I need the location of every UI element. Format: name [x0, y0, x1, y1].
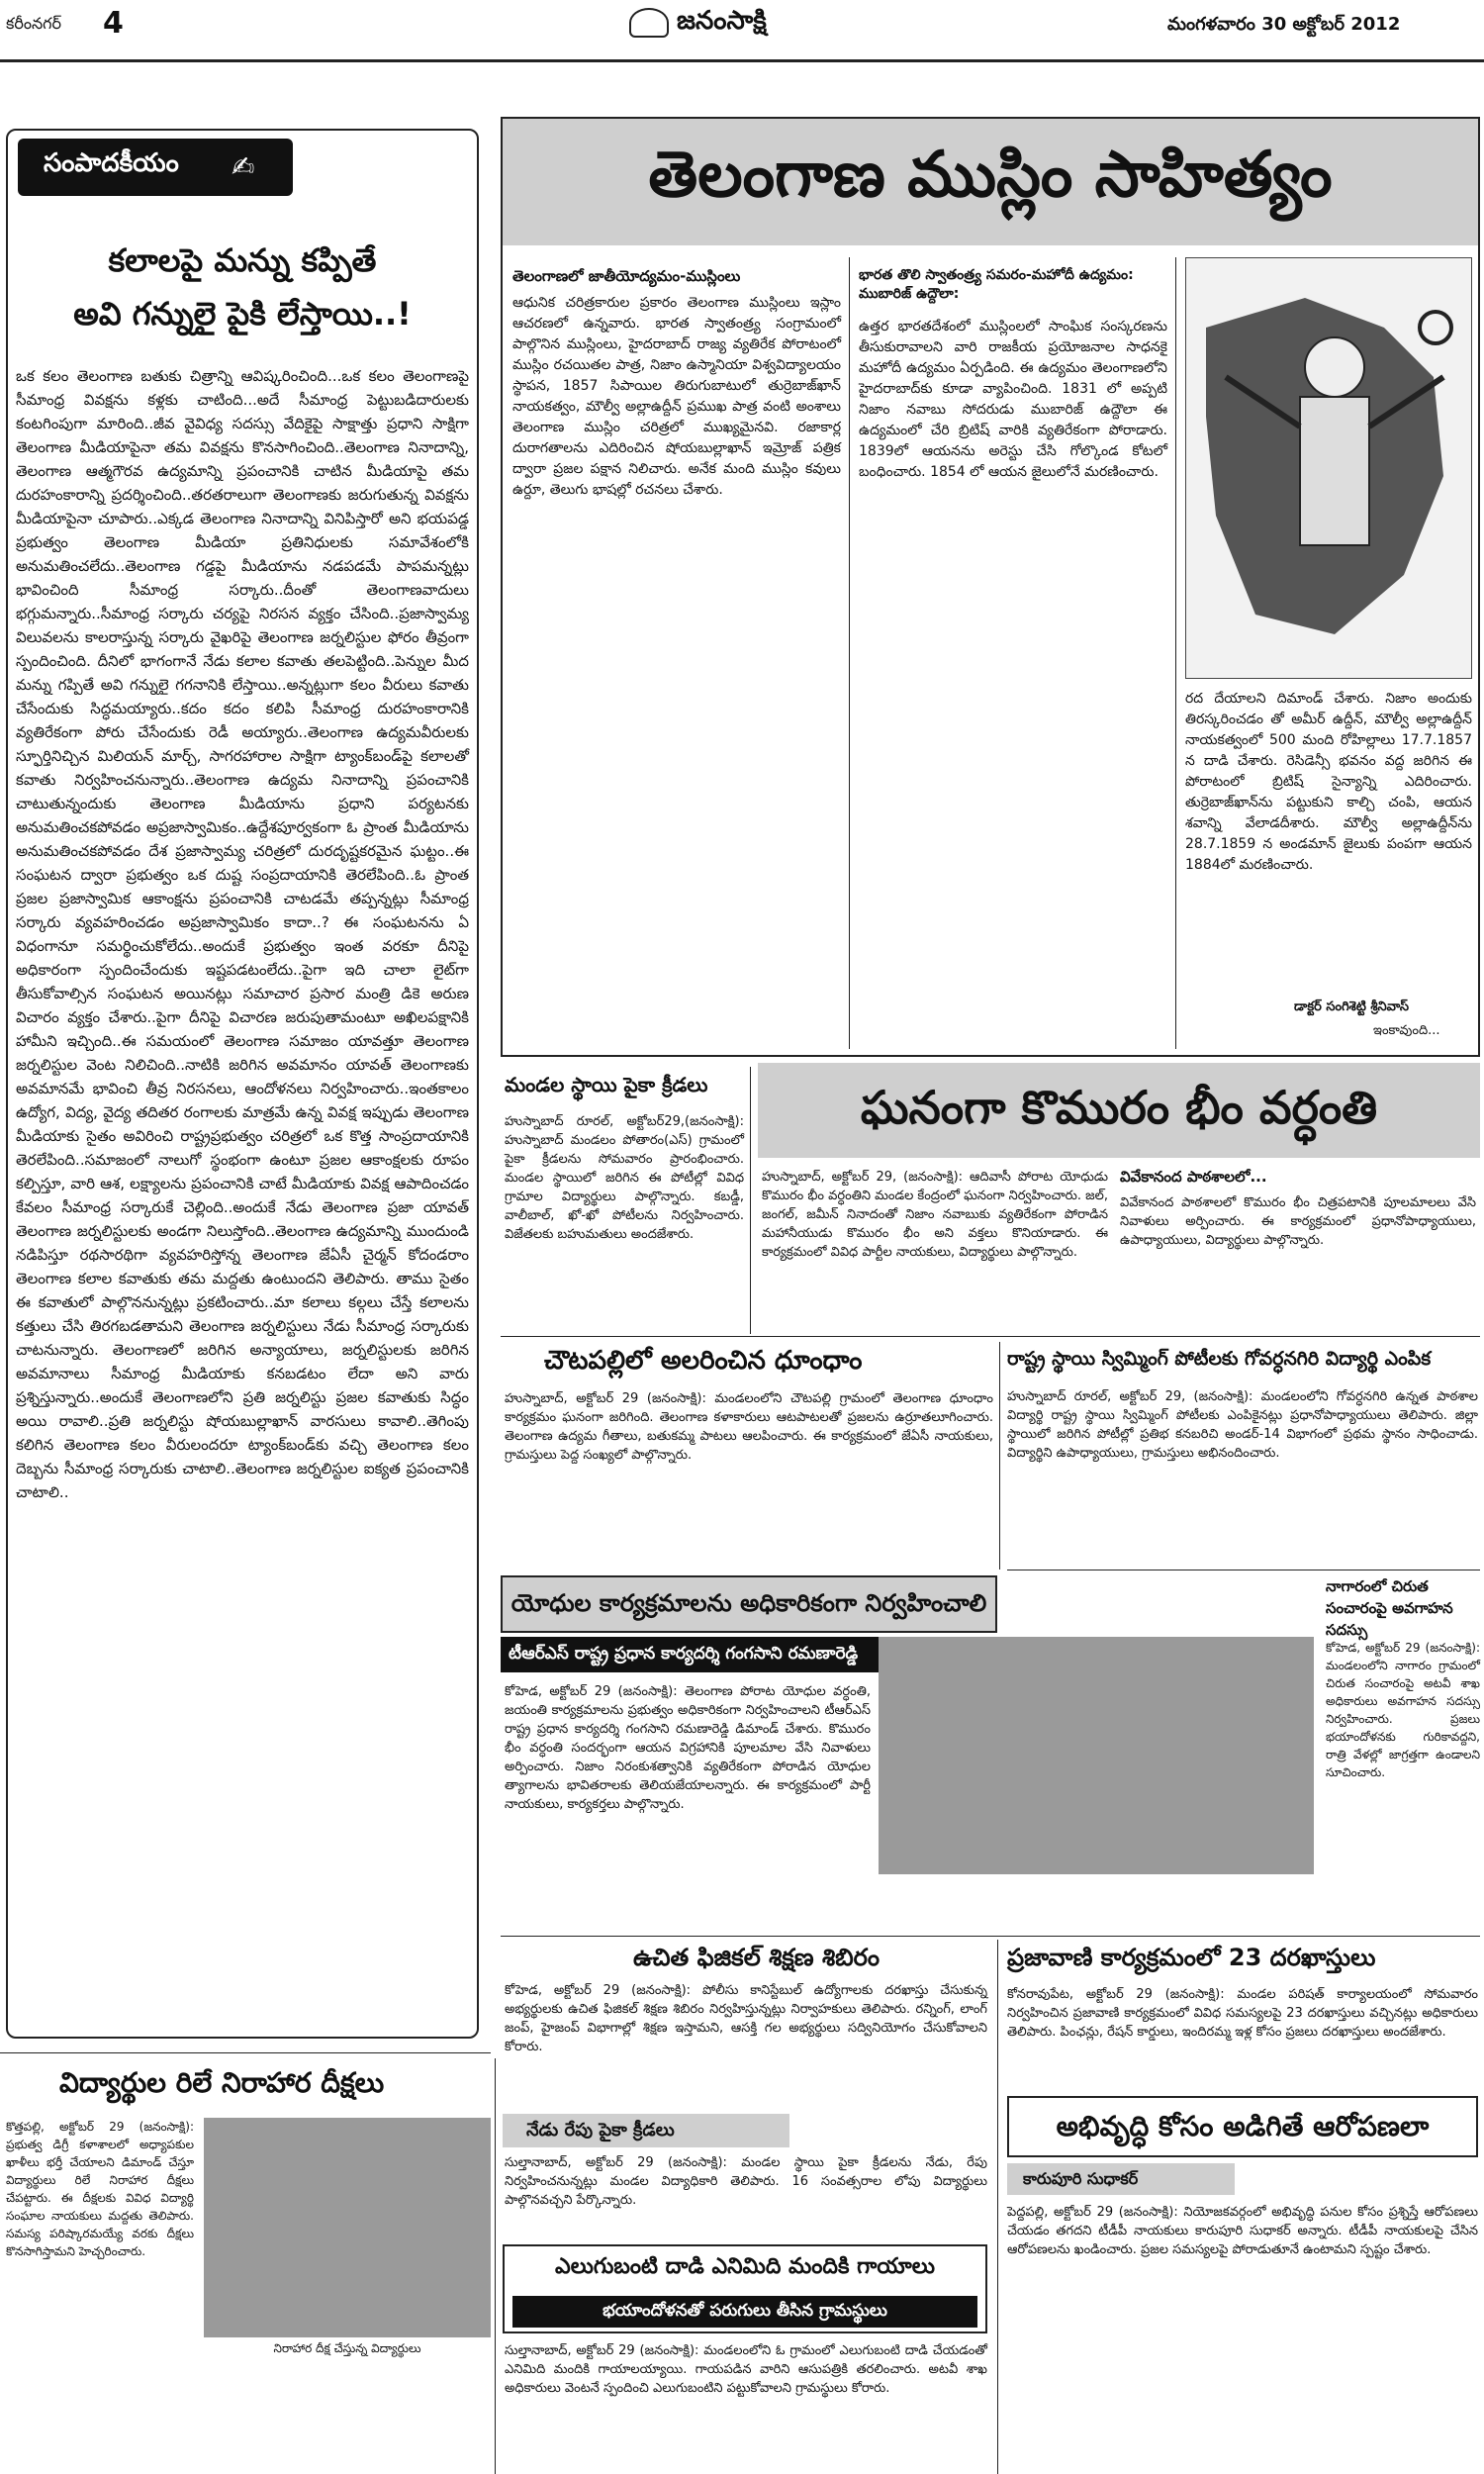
physical-headline: ఉచిత ఫిజికల్ శిక్షణ శిబిరం	[633, 1944, 881, 1971]
awareness-body: కోహెడ, అక్టోబర్ 29 (జనంసాక్షి): మండలంలోని నాగారం గ్రామంలో చిరుత సంచారంపై అటవీ శాఖ అధికారులు అవగాహన సదస్సు నిర్వహించారు. ప్రజలు భయాందోళనకు గురికావద్దని, రాత్రి వేళల్లో జాగ్రత్తగా ఉండాలని సూచించారు.	[1326, 1641, 1484, 1779]
masthead	[0, 0, 1484, 61]
divider-physical	[501, 1936, 1480, 1937]
hunger-body: కొత్తపల్లి, అక్టోబర్ 29 (జనంసాక్షి): ప్రభుత్వ డిగ్రీ కళాశాలలో అధ్యాపకుల ఖాళీలు భర్తీ చేయాలని డిమాండ్ చేస్తూ విద్యార్థులు రిలే నిరాహార దీక్షలు చేపట్టారు. ఈ దీక్షలకు వివిధ విద్యార్థి సంఘాల నాయకులు మద్దతు తెలిపారు. సమస్య పరిష్కారమయ్యే వరకు దీక్షలు కొనసాగిస్తామని హెచ్చరించారు.	[6, 2120, 198, 2258]
feature-col3-body: రద దేయాలని దిమాండ్ చేశారు. నిజాం అందుకు తిరస్కరించడం తో అమీర్ ఉద్దీన్, మౌల్వీ అల్లాఉద్దీన్ నాయకత్వంలో 500 మంది రోహిల్లాలు 17.7.1857 న దాడి చేశారు. రెసిడెన్సీ భవనం వద్ద జరిగిన ఈ పోరాటంలో బ్రిటిష్ సైన్యాన్ని ఎదిరించారు. తుర్రెబాజ్‌ఖాన్‌ను పట్టుకుని కాల్చి చంపి, ఆయన శవాన్ని వేలాడదీశారు. మౌల్వీ అల్లాఉద్దీన్‌ను 28.7.1859 న అండమాన్ జైలుకు పంపగా ఆయన 1884లో మరణించారు.	[1185, 691, 1477, 873]
mandal-sports-body: హుస్నాబాద్ రూరల్, అక్టోబర్29,(జనంసాక్షి): హుస్నాబాద్ మండలం పోతారం(ఎస్) గ్రామంలో పైకా క్రీడలను సోమవారం ప్రారంభించారు. మండల స్థాయిలో జరిగిన ఈ పోటీల్లో వివిధ గ్రామాల విద్యార్థులు పాల్గొన్నారు. కబడ్డీ, వాలీబాల్, ఖో-ఖో పోటీలను నిర్వహించారు. విజేతలకు బహుమతులు అందజేశారు.	[505, 1114, 749, 1242]
bear-headline-box	[503, 2244, 987, 2333]
swimming-headline: రాష్ట్ర స్థాయి స్విమ్మింగ్ పోటీలకు గోవర్ధనగిరి విద్యార్థి ఎంపిక	[1007, 1348, 1432, 1370]
feature-illustration	[1185, 257, 1472, 679]
development-byline-band	[1007, 2163, 1235, 2195]
feature-author-note: ఇంకావుంది...	[1373, 1023, 1440, 1038]
dhoom-body: హుస్నాబాద్, అక్టోబర్ 29 (జనంసాక్షి): మండలంలోని చౌటపల్లి గ్రామంలో తెలంగాణ ధూంధాం కార్యక్రమం ఘనంగా జరిగింది. తెలంగాణ కళాకారులు ఆటపాటలతో ప్రజలను ఉర్రూతలూగించారు. తెలంగాణ ఉద్యమ గీతాలు, బతుకమ్మ పాటలు ఆలపించారు. ఈ కార్యక్రమంలో జేఏసీ నాయకులు, గ్రామస్తులు పెద్ద సంఖ్యలో పాల్గొన్నారు.	[505, 1391, 998, 1463]
prajavani-body: కోనరావుపేట, అక్టోబర్ 29 (జనంసాక్షి): మండల పరిషత్ కార్యాలయంలో సోమవారం నిర్వహించిన ప్రజావాణి కార్యక్రమంలో వివిధ సమస్యలపై 23 దరఖాస్తులు వచ్చినట్లు అధికారులు తెలిపారు. పింఛన్లు, రేషన్ కార్డులు, ఇందిరమ్మ ఇళ్ల కోసం ప్రజలు దరఖాస్తులు అందజేశారు.	[1007, 1987, 1483, 2040]
divider-dhoom	[999, 1342, 1000, 1570]
feature-title: తెలంగాణ ముస్లిం సాహిత్యం	[648, 139, 1333, 212]
newspaper-logo-icon	[629, 8, 669, 38]
sports-tomorrow-headline: నేడు రేపు పైకా క్రీడలు	[526, 2120, 675, 2141]
editorial-headline-line1: కలాలపై మన్ను కప్పితే	[108, 241, 377, 279]
bear-headline: ఎలుగుబంటి దాడి ఎనిమిది మందికి గాయాలు	[555, 2254, 935, 2279]
hunger-headline: విద్యార్థుల రిలే నిరాహార దీక్షలు	[59, 2066, 385, 2099]
page-number: 4	[103, 6, 124, 41]
feature-divider-1	[849, 257, 850, 1049]
pen-icon: ✍	[232, 150, 255, 183]
sports-tomorrow-body: సుల్తానాబాద్, అక్టోబర్ 29 (జనంసాక్షి): మండల స్థాయి పైకా క్రీడలను నేడు, రేపు నిర్వహించనున్నట్లు మండల విద్యాధికారి తెలిపారు. 16 సంవత్సరాల లోపు విద్యార్థులు పాల్గొనవచ్చని పేర్కొన్నారు.	[505, 2155, 992, 2208]
yodhula-headline: యోధుల కార్యక్రమాలను అధికారికంగా నిర్వహించాలి	[510, 1589, 987, 1617]
feature-box	[501, 117, 1480, 1057]
editorial-box	[6, 129, 479, 2039]
masthead-divider	[0, 59, 1484, 62]
development-headline-box	[1007, 2096, 1478, 2157]
development-headline: అభివృద్ధి కోసం అడిగితే ఆరోపణలా	[1056, 2110, 1430, 2142]
physical-body: కోహెడ, అక్టోబర్ 29 (జనంసాక్షి): పోలీసు కానిస్టేబుల్ ఉద్యోగాలకు దరఖాస్తు చేసుకున్న అభ్యర్థులకు ఉచిత ఫిజికల్ శిక్షణ శిబిరం నిర్వహిస్తున్నట్లు నిర్వాహకులు తెలిపారు. రన్నింగ్, లాంగ్ జంప్, హైజంప్ విభాగాల్లో శిక్షణ ఇస్తామని, ఆసక్తి గల అభ్యర్థులు సద్వినియోగం చేసుకోవాలని కోరారు.	[505, 1983, 992, 2054]
yodhula-body: కోహెడ, అక్టోబర్ 29 (జనంసాక్షి): తెలంగాణ పోరాట యోధుల వర్ధంతి, జయంతి కార్యక్రమాలను ప్రభుత్వం అధికారికంగా నిర్వహించాలని టీఆర్ఎస్ రాష్ట్ర ప్రధాన కార్యదర్శి గంగసాని రమణారెడ్డి డిమాండ్ చేశారు. కొమురం భీం వర్ధంతి సందర్భంగా ఆయన విగ్రహానికి పూలమాల వేసి నివాళులు అర్పించారు. నిజాం నిరంకుశత్వానికి వ్యతిరేకంగా పోరాడిన యోధుల త్యాగాలను భావితరాలకు తెలియజేయాలన్నారు. ఈ కార్యక్రమంలో పార్టీ నాయకులు, కార్యకర్తలు పాల్గొన్నారు.	[505, 1684, 876, 1812]
mandal-sports-headline: మండల స్థాయి పైకా క్రీడలు	[505, 1073, 708, 1096]
editorial-label-box	[18, 139, 293, 196]
prajavani-headline: ప్రజావాణి కార్యక్రమంలో 23 దరఖాస్తులు	[1007, 1944, 1376, 1971]
divider-prajavani	[997, 1940, 998, 2474]
development-body: పెద్దపల్లి, అక్టోబర్ 29 (జనంసాక్షి): నియోజకవర్గంలో అభివృద్ధి పనుల కోసం ప్రశ్నిస్తే ఆరోపణలు చేయడం తగదని టీడీపీ నాయకులు కారుపూరి సుధాకర్ అన్నారు. టీడీపీ నాయకులపై చేసిన ఆరోపణలను ఖండించారు. ప్రజల సమస్యలపై పోరాడుతూనే ఉంటామని స్పష్టం చేశారు.	[1007, 2205, 1483, 2257]
feature-col2-heading: భారత తొలి స్వాతంత్ర్య సమరం-మహోదీ ఉద్యమం: ముబారిజ్ ఉద్దౌలా:	[859, 267, 1134, 302]
feature-col1-heading: తెలంగాణలో జాతీయోద్యమం-ముస్లింలు	[512, 267, 741, 285]
divider-hunger	[0, 2052, 491, 2053]
development-byline: కారుపూరి సుధాకర్	[1023, 2169, 1139, 2188]
divider-komuram	[501, 1336, 1480, 1337]
sports-tomorrow-band	[503, 2114, 789, 2147]
swimming-body: హుస్నాబాద్ రూరల్, అక్టోబర్ 29, (జనంసాక్షి): మండలంలోని గోవర్ధనగిరి ఉన్నత పాఠశాల విద్యార్థి రాష్ట్ర స్థాయి స్విమ్మింగ్ పోటీలకు ఎంపికైనట్లు ప్రధానోపాధ్యాయులు తెలిపారు. జిల్లా స్థాయిలో జరిగిన పోటీల్లో ప్రతిభ కనబరిచి అండర్-14 విభాగంలో ప్రథమ స్థానం సాధించాడు. విద్యార్థిని ఉపాధ్యాయులు, గ్రామస్తులు అభినందించారు.	[1007, 1389, 1483, 1461]
hunger-photo-caption: నిరాహార దీక్ష చేస్తున్న విద్యార్థులు	[273, 2341, 421, 2355]
masthead-left-label: కరీంనగర్	[6, 14, 62, 33]
masthead-date: మంగళవారం 30 అక్టోబర్ 2012	[1167, 14, 1401, 35]
komuram-body: హుస్నాబాద్, అక్టోబర్ 29, (జనంసాక్షి): ఆదివాసీ పోరాట యోధుడు కొమురం భీం వర్ధంతిని మండల కేంద్రంలో ఘనంగా నిర్వహించారు. జల్, జంగల్, జమీన్ నినాదంతో నిజాం నవాబుకు వ్యతిరేకంగా పోరాడిన మహానీయుడు కొమురం భీం అని వక్తలు కొనియాడారు. ఈ కార్యక్రమంలో వివిధ పార్టీల నాయకులు, విద్యార్థులు పాల్గొన్నారు.	[762, 1170, 1113, 1260]
bear-sub-band	[512, 2296, 977, 2328]
feature-col1-body: ఆధునిక చరిత్రకారుల ప్రకారం తెలంగాణ ముస్లింలు ఇస్లాం ఆచరణలో ఉన్నవారు. భారత స్వాతంత్ర్య సంగ్రామంలో పాల్గొనిన ముస్లింలు, హైదరాబాద్ రాజ్య వ్యతిరేక పోరాటంలో ముస్లిం రచయితల పాత్ర, నిజాం ఉస్మానియా విశ్వవిద్యాలయం స్థాపన, 1857 సిపాయిల తిరుగుబాటులో తుర్రెబాజ్‌ఖాన్ నాయకత్వం, మౌల్వీ అల్లాఉద్దీన్ ప్రముఖ పాత్ర వంటి అంశాలు తెలంగాణ ముస్లిం చరిత్రలో ముఖ్యమైనవి. రజాకార్ల దురాగతాలను ఎదిరించిన షోయబుల్లాఖాన్ ఇమ్రోజ్ పత్రిక ద్వారా ప్రజల పక్షాన నిలిచారు. అనేక మంది ముస్లిం కవులు ఉర్దూ, తెలుగు భాషల్లో రచనలు చేశారు.	[512, 295, 846, 498]
hunger-strike-photo	[204, 2118, 491, 2337]
yodhula-subheadline: టీఆర్ఎస్ రాష్ట్ర ప్రధాన కార్యదర్శి గంగసాని రమణారెడ్డి	[509, 1644, 859, 1664]
yodhula-photo	[879, 1637, 1314, 1874]
divider-mandal-sports	[750, 1067, 751, 1334]
feature-title-band	[503, 119, 1478, 245]
vivekananda-heading: వివేకానంద పాఠశాలలో...	[1120, 1168, 1267, 1186]
newspaper-title: జనంసాక్షి	[677, 6, 767, 36]
yodhula-headline-band	[501, 1575, 997, 1633]
vivekananda-body: వివేకానంద పాఠశాలలో కొమురం భీం చిత్రపటానికి పూలమాలలు వేసి నివాళులు అర్పించారు. ఈ కార్యక్రమంలో ప్రధానోపాధ్యాయులు, ఉపాధ్యాయులు, విద్యార్థులు పాల్గొన్నారు.	[1120, 1195, 1481, 1248]
divider-left-column	[495, 2058, 496, 2474]
feature-author: డాక్టర్ సంగిశెట్టి శ్రీనివాస్	[1294, 999, 1410, 1014]
dhoom-headline: చౌటపల్లిలో అలరించిన ధూంధాం	[544, 1346, 863, 1376]
komuram-headline-band	[758, 1063, 1480, 1158]
feature-divider-2	[1175, 257, 1176, 1049]
komuram-headline: ఘనంగా కొమురం భీం వర్ధంతి	[860, 1081, 1378, 1134]
editorial-body: ఒక కలం తెలంగాణ బతుకు చిత్రాన్ని ఆవిష్కరించింది...ఒక కలం తెలంగాణపై సీమాంధ్ర వివక్షను కళ్లకు చాటింది...అదే సీమాంధ్ర పెట్టుబడిదారులకు కంటగింపుగా మారింది..జీవ వైవిధ్య సదస్సు వేదికైపై సాక్షాత్తు ప్రధాని సాక్షిగా తెలంగాణ మీడియాపైనా తమ వివక్షను కొనసాగించింది..తెలంగాణ నినాదాన్ని, తెలంగాణ ఆత్మగౌరవ ఉద్యమాన్ని ప్రపంచానికి చాటిన మీడియాపై తమ దురహంకారాన్ని ప్రదర్శించింది..తరతరాలుగా తెలంగాణకు జరుగుతున్న వివక్షను మీడియాపైనా చూపారు..ఎక్కడ తెలంగాణ నినాదాన్ని వినిపిస్తారో అని భయపడ్డ ప్రభుత్వం తెలంగాణ మీడియా ప్రతినిధులకు సమావేశంలోకి అనుమతించలేదు..తెలంగాణ గడ్డపై మీడియాను నడపడమే పాపమన్నట్లు భావించింది సీమాంధ్ర సర్కారు..దీంతో తెలంగాణవాదులు భగ్గుమన్నారు..సీమాంధ్ర సర్కారు చర్యపై నిరసన వ్యక్తం చేసింది..ప్రజాస్వామ్య విలువలను కాలరాస్తున్న సర్కారు వైఖరిపై తెలంగాణ జర్నలిస్టుల ఫోరం తీవ్రంగా స్పందించింది. దీనిలో భాగంగానే నేడు కలాల కవాతు తలపెట్టింది..పెన్నుల మీద మన్ను గప్పితే అవి గన్నులై గగనానికి లేస్తాయి..అన్నట్లుగా కలం వీరులు కవాతు చేసేందుకు సిద్ధమయ్యారు..కదం కదం కలిపి సీమాంధ్ర దురహంకారానికి వ్యతిరేకంగా పోరు చేసేందుకు రెడీ అయ్యారు..తెలంగాణ ఉద్యమవీరులకు స్ఫూర్తినిచ్చిన మిలియన్ మార్చ్, సాగరహారాల సాక్షిగా ట్యాంక్‌బండ్‌పై కలాలతో కవాతు నిర్వహించనున్నారు..తెలంగాణ ఉద్యమ నినాదాన్ని ప్రపంచానికి చాటుతున్నందుకు తెలంగాణ మీడియాను ప్రధాని పర్యటనకు అనుమతించకపోవడం అప్రజాస్వామికం..ఉద్దేశపూర్వకంగా ఓ ప్రాంత మీడియాను అనుమతించకపోవడం దేశ ప్రజాస్వామ్య చరిత్రలో దురదృష్టకరమైన ఘట్టం..ఈ సంఘటన ద్వారా ప్రభుత్వం ఒక దుష్ట సంప్రదాయానికి తెరలేపింది..ఓ ప్రాంత ప్రజల ప్రజాస్వామిక ఆకాంక్షను ప్రపంచానికి చాటడమే తప్పన్నట్లు సీమాంధ్ర సర్కారు వ్యవహరించడం అప్రజాస్వామికం కాదా..? ఈ సంఘటనను ఏ విధంగానూ సమర్థించుకోలేదు..అందుకే ప్రభుత్వం ఇంత వరకూ దీనిపై అధికారంగా స్పందించేందుకు ఇష్టపడటంలేదు..పైగా ఇది చాలా లైట్‌గా తీసుకోవాల్సిన సంఘటన అయినట్లు సమాచార ప్రసార మంత్రి డికె అరుణ విచారం వ్యక్తం చేశారు..పైగా దీనిపై విచారణ జరుపుతామంటూ అఖిలపక్షానికి హామీని ఇచ్చింది..ఈ సమయంలో తెలంగాణ సమాజం యావత్తూ తెలంగాణ జర్నలిస్టుల వెంట నిలిచింది..నాటికి జరిగిన అవమానం యావత్ తెలంగాణకు అవమానమే భావించి తీవ్ర నిరసనలు, ఆందోళనలు నిర్వహించారు..ఇంతకాలం ఉద్యోగ, విద్య, వైద్య తదితర రంగాలకు మాత్రమే ఉన్న వివక్ష ఇప్పుడు తెలంగాణ మీడియాకు సైతం అవిరించి రాష్ట్రప్రభుత్వం చరిత్రలో ఒక కొత్త సాంప్రదాయానికి తెరలేపింది..సమాజంలో నాలుగో స్థంభంగా ఉంటూ ప్రజల ఆకాంక్షలకు రూపం కల్పిస్తూ, వారి ఆశ, లక్ష్యాలను ప్రపంచానికి చాటే మీడియాకు వివక్ష ఆపాదించడం కేవలం సీమాంధ్ర సర్కారుకే చెల్లింది..అందుకే నేడు తెలంగాణ ప్రజా యావత్ తెలంగాణ జర్నలిస్టులకు అండగా నిలుస్తోంది..తెలంగాణ ఉద్యమాన్ని ముందుండి నడిపిస్తూ రథసారథిగా వ్యవహరిస్తోన్న తెలంగాణ జేఏసీ చైర్మన్ కోదండరాం తెలంగాణ కలాల కవాతుకు తమ మద్దతు ఉంటుందని తెలిపారు. తాము సైతం ఈ కవాతులో పాల్గొననున్నట్లు ప్రకటించారు..మా కలాలు కల్గలు చేస్తే కలాలను కత్తులు చేసి తిరగబడతామని తెలంగాణ జర్నలిస్టులు నేడు సీమాంధ్ర సర్కారుకు చాటనున్నారు. తెలంగాణలో జరిగిన అన్యాయాలు, జర్నలిస్టులకు జరిగిన అవమానాలు సీమాంధ్ర మీడియాకు కనబడటం లేదా అని వారు ప్రశ్నిస్తున్నారు..అందుకే తెలంగాణలోని ప్రతి జర్నలిస్టు ప్రజల కవాతుకు సిద్ధం అయి రావాలి..ప్రతి జర్నలిస్టు షోయబుల్లాఖాన్ వారసులు కావాలి..తెగింపు కలిగిన తెలంగాణ కలం వీరులందరూ ట్యాంక్‌బండ్‌కు వచ్చి తెలంగాణ కలం దెబ్బను సీమాంధ్ర సర్కారుకు చాటాలి..తెలంగాణ జర్నలిస్టుల ఐక్యత ప్రపంచానికి చాటాలి..	[16, 367, 474, 1501]
awareness-headline: నాగారంలో చిరుత సంచారంపై అవగాహన సదస్సు	[1326, 1577, 1453, 1639]
bear-body: సుల్తానాబాద్, అక్టోబర్ 29 (జనంసాక్షి): మండలంలోని ఓ గ్రామంలో ఎలుగుబంటి దాడి చేయడంతో ఎనిమిది మందికి గాయాలయ్యాయి. గాయపడిన వారిని ఆసుపత్రికి తరలించారు. అటవీ శాఖ అధికారులు వెంటనే స్పందించి ఎలుగుబంటిని పట్టుకోవాలని గ్రామస్థులు కోరారు.	[505, 2343, 992, 2396]
bear-subheadline: భయాందోళనతో పరుగులు తీసిన గ్రామస్థులు	[603, 2301, 887, 2321]
editorial-headline-line2: అవి గన్నులై పైకి లేస్తాయి..!	[73, 295, 412, 333]
editorial-label: సంపాదకీయం	[44, 148, 179, 178]
feature-col2-body: ఉత్తర భారతదేశంలో ముస్లింలలో సాంఘిక సంస్కరణను తీసుకురావాలని వారి రాజకీయ ప్రయోజనాల సాధనకై మహోదీ ఉద్యమం ఏర్పడింది. ఈ ఉద్యమం తెలంగాణలోని హైదరాబాద్‌కు కూడా వ్యాపించింది. 1831 లో అప్పటి నిజాం నవాబు సోదరుడు ముబారిజ్ ఉద్దౌలా ఈ ఉద్యమంలో చేరి బ్రిటిష్ వారికి వ్యతిరేకంగా పోరాడారు. 1839లో ఆయనను అరెస్టు చేసి గోల్కొండ కోటలో బంధించారు. 1854 లో ఆయన జైలులోనే మరణించారు.	[859, 319, 1172, 480]
